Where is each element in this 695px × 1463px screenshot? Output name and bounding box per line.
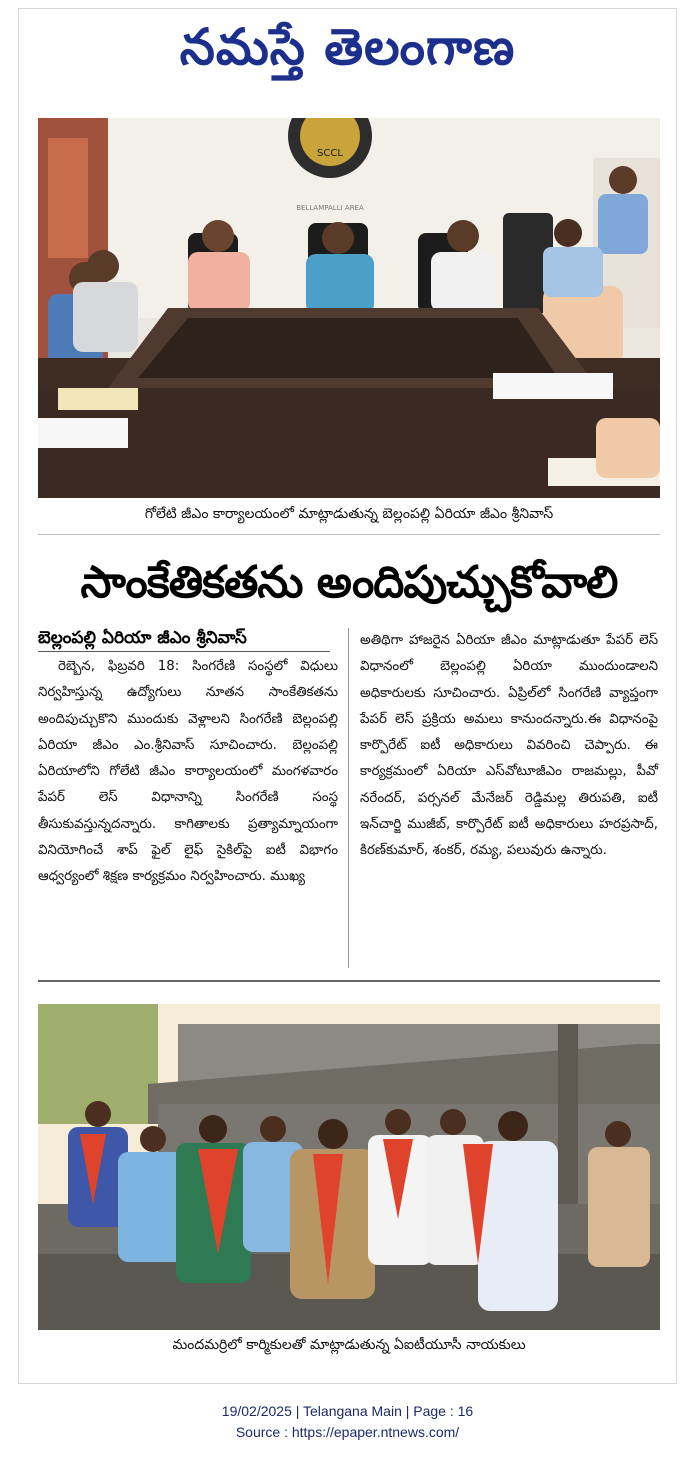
- workers-photo-illustration: [38, 1004, 660, 1330]
- top-photo-caption: గోలేటి జీఎం కార్యాలయంలో మాట్లాడుతున్న బెల్లంపల్లి ఏరియా జీఎం శ్రీనివాస్: [144, 506, 554, 522]
- article-column-2: అతిథిగా హాజరైన ఏరియా జీఎం మాట్లాడుతూ పేపర్ లెస్ విధానంలో బెల్లంపల్లి ఏరియా ముందుండాలని అధికారులకు సూచించారు. ఏప్రిల్‌లో సింగరేణి వ్యాప్తంగా పేపర్ లెస్ ప్రక్రియ అమలు కానుందన్నారు.ఈ విధానంపై కార్పొరేట్ ఐటీ అధికారులు వివరించి చెప్పారు. ఈ కార్యక్రమంలో ఏరియా ఎస్‌వోటూజీఎం రాజమల్లు, పీవో నరేందర్, పర్సనల్ మేనేజర్ రెడ్డిమల్ల తిరుపతి, ఐటీ ఇన్‌చార్జి ముజీబ్, కార్పొరేట్ ఐటీ అధికారులు హరప్రసాద్, కిరణ్‌కుమార్, శంకర్, రమ్య, పలువురు ఉన్నారు.: [360, 633, 658, 859]
- footer-source-link[interactable]: Source : https://epaper.ntnews.com/: [235, 1424, 460, 1440]
- sign-text: SCCL: [317, 148, 343, 159]
- meeting-photo: [38, 118, 660, 498]
- byline-underline: [38, 651, 330, 652]
- bottom-photo-caption: మందమర్రిలో కార్మికులతో మాట్లాడుతున్న ఏఐటీయూసీ నాయకులు: [172, 1337, 526, 1353]
- article-byline: బెల్లంపల్లి ఏరియా జీఎం శ్రీనివాస్: [38, 628, 247, 648]
- sign-sub-text: BELLAMPALLI AREA: [296, 204, 364, 212]
- column-divider: [348, 628, 349, 968]
- caption-divider: [38, 534, 660, 535]
- footer-date-page: 19/02/2025 | Telangana Main | Page : 16: [221, 1403, 474, 1419]
- workers-photo: [38, 1004, 660, 1330]
- article-bottom-rule: [38, 980, 660, 982]
- article-headline: సాంకేతికతను అందిపుచ్చుకోవాలి: [80, 557, 618, 608]
- article-column-1: రెబ్బెన, ఫిబ్రవరి 18: సింగరేణి సంస్థలో విధులు నిర్వహిస్తున్న ఉద్యోగులు నూతన సాంకేతికతను అందిపుచ్చుకొని ముందుకు వెళ్లాలని సింగరేణి బెల్లంపల్లి ఏరియా జీఎం ఎం.శ్రీనివాస్ సూచించారు. బెల్లంపల్లి ఏరియాలోని గోలేటి జీఎం కార్యాలయంలో మంగళవారం పేపర్ లెస్ విధానాన్ని సింగరేణి సంస్థ తీసుకువస్తున్నదన్నారు. కాగితాలకు ప్రత్యామ్నాయంగా వినియోగించే శాప్ ఫైల్ లైఫ్ సైకిల్‌పై ఐటీ విభాగం ఆధ్వర్యంలో శిక్షణ కార్యక్రమం నిర్వహించారు. ముఖ్య: [38, 659, 338, 885]
- newspaper-masthead: నమస్తే తెలంగాణ: [179, 18, 516, 76]
- meeting-photo-illustration: [38, 118, 660, 498]
